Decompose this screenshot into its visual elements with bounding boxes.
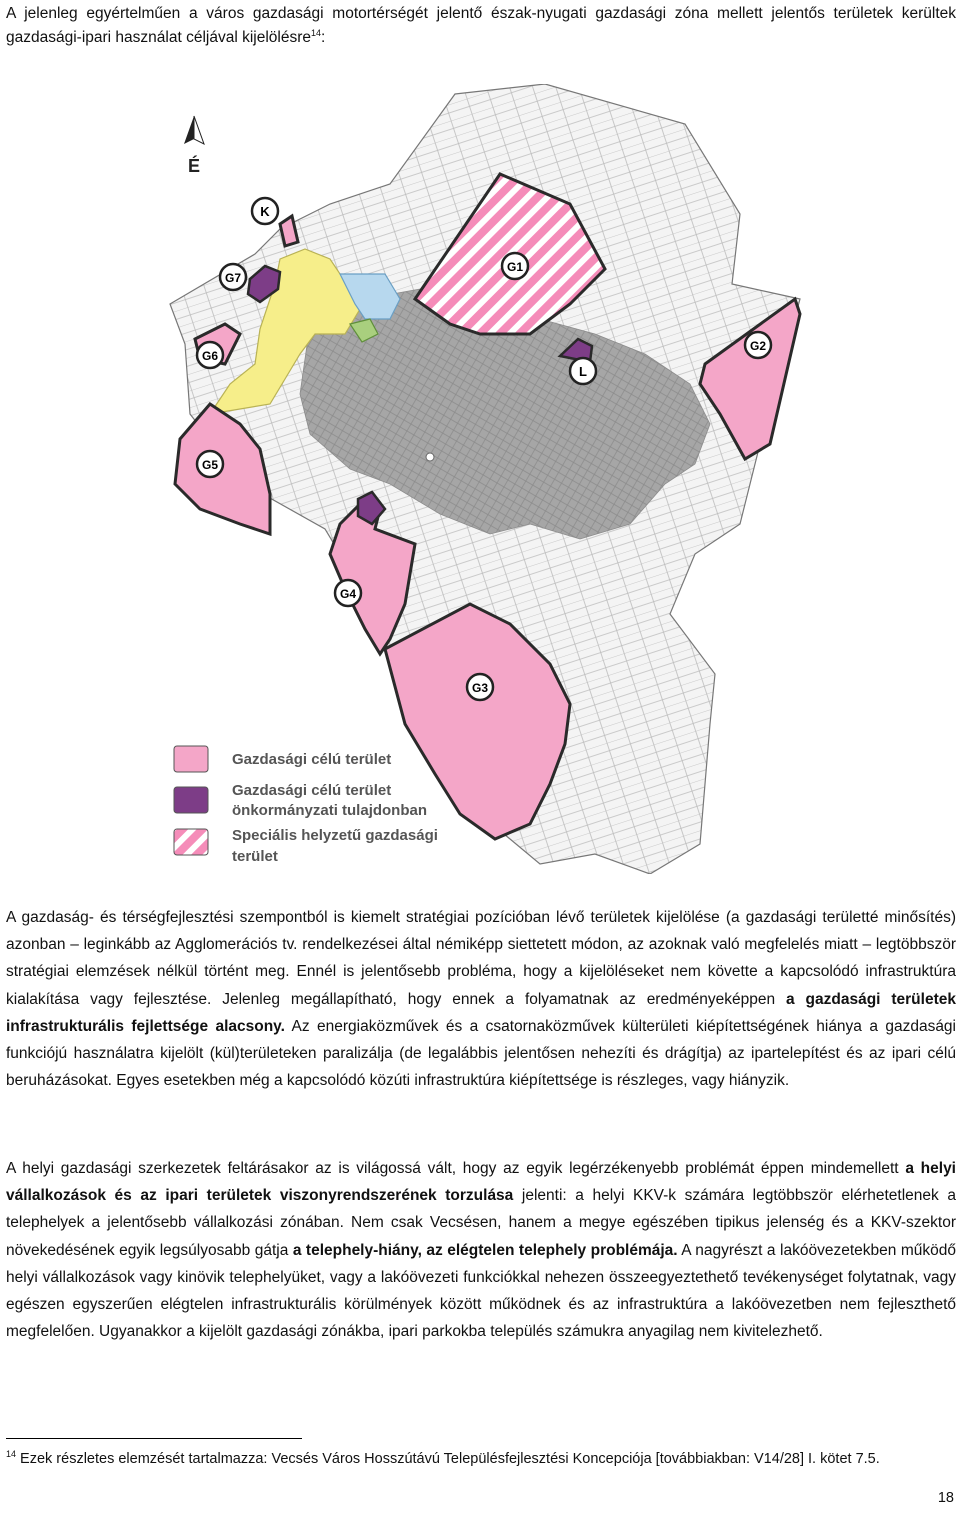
footnote-text: Ezek részletes elemzését tartalmazza: Vecsés Város Hosszútávú Településfejlesztési Koncepciója [továbbiakban: V14/28] I. kötet 7.5. (16, 1451, 880, 1467)
north-arrow-icon (184, 116, 204, 176)
north-label: É (187, 156, 201, 176)
paragraph-local-businesses: A helyi gazdasági szerkezetek feltárásakor az is világossá vált, hogy az egyik legérzékenyebb problémát éppen mindemellett a helyi vállalkozások és az ipari területek viszonyrendszerének torzulása jelenti: a helyi KKV-k számára legtöbbször elérhetetlenek a telephelyek a jelentősebb vállalkozási zónában. Nem csak Vecsésen, hanem a megye egészében tipikus jelenség és a KKV-szektor növekedésének egyik legsúlyosabb gátja a telephely-hiány, az elégtelen telephely problémája. A nagyrészt a lakóövezetekben működő helyi vállalkozások vagy kinövik telephelyüket, vagy a lakóövezeti funkciókkal nehezen összeegyeztethető tevékenységet folytatnak, vagy egészen egyszerűen elégtelen infrastrukturális körülmények között működnek és az infrastruktúra a lakóövezetben nem fejleszthető megfelelően. Ugyanakkor a kijelölt gazdasági zónákba, ipari parkokba település számukra anyagilag nem kivitelezhető. (6, 1160, 956, 1341)
svg-text:G6: G6 (201, 349, 219, 363)
svg-text:G1: G1 (506, 260, 524, 274)
svg-text:G5: G5 (201, 458, 219, 472)
intro-text: A jelenleg egyértelműen a város gazdasági motortérségét jelentő észak-nyugati gazdasági zóna mellett jelentős területek kerültek gazdasági-ipari használat céljával kijelölésre (6, 5, 956, 46)
zone-label-g3 (467, 674, 493, 700)
svg-text:K: K (260, 204, 270, 219)
svg-text:L: L (579, 364, 587, 379)
zone-label-g6 (197, 342, 223, 368)
zone-label-g7 (220, 264, 246, 290)
svg-text:G4: G4 (339, 587, 357, 601)
page-number: 18 (937, 1490, 954, 1506)
paragraph-infrastructure: A gazdaság- és térségfejlesztési szempontból is kiemelt stratégiai pozícióban lévő területek kijelölése (a gazdasági területté minősítés) azonban – leginkább az Agglomerációs tv. rendelkezései által némiképp siettetett módon, az azoknak való megfelelés miatt – legtöbbször stratégiai elemzések nélkül történt meg. Ennél is jelentősebb probléma, hogy a kijelöléseket nem követte a kapcsolódó infrastruktúra kialakítása vagy fejlesztése. Jelenleg megállapítható, hogy ennek a folyamatnak az eredményeképpen a gazdasági területek infrastrukturális fejlettsége alacsony. Az energiaközművek és a csatornaközművek külterületi kiépítettségének hiánya a gazdasági funkciójú használatra kijelölt (kül)területeken paralizálja (de legalábbis jelentősen nehezíti és drágítja) az ipartelepítést és az ipari célú beruházásokat. Egyes esetekben még a kapcsolódó közúti infrastruktúra kiépítettsége is részleges, vagy hiányzik. (6, 909, 956, 1090)
legend-special-label-2: terület (232, 848, 278, 865)
zone-label-l (570, 358, 596, 384)
zoning-map (150, 84, 814, 874)
legend-municipal-label-2: önkormányzati tulajdonban (232, 802, 428, 819)
emphasis-relationship-distortion: a helyi vállalkozások és az ipari területek viszonyrendszerének torzulása (6, 1160, 956, 1205)
legend-economic-label: Gazdasági célú terület (232, 751, 392, 768)
zone-k (280, 216, 298, 246)
footnote-separator (6, 1438, 302, 1439)
svg-text:G3: G3 (471, 681, 489, 695)
legend-municipal-label-1: Gazdasági célú terület (232, 782, 392, 799)
footnote (6, 1449, 956, 1469)
zone-label-g2 (745, 332, 771, 358)
svg-text:G2: G2 (749, 339, 767, 353)
zone-label-k (252, 198, 278, 224)
footnote-number: 14 (6, 1449, 17, 1460)
zone-label-g1 (502, 253, 528, 279)
map-legend (174, 746, 438, 865)
legend-special-label-1: Speciális helyzetű gazdasági (232, 827, 438, 844)
intro-tail: : (321, 29, 326, 46)
zone-label-g4 (335, 580, 361, 606)
svg-text:G7: G7 (224, 271, 242, 285)
emphasis-site-shortage: a telephely-hiány, az elégtelen telephely problémája. (292, 1241, 678, 1259)
emphasis-low-infrastructure: a gazdasági területek infrastrukturális fejlettsége alacsony. (6, 990, 956, 1035)
footnote-reference: 14 (311, 27, 322, 38)
intro-paragraph (6, 2, 956, 50)
zone-label-g5 (197, 451, 223, 477)
